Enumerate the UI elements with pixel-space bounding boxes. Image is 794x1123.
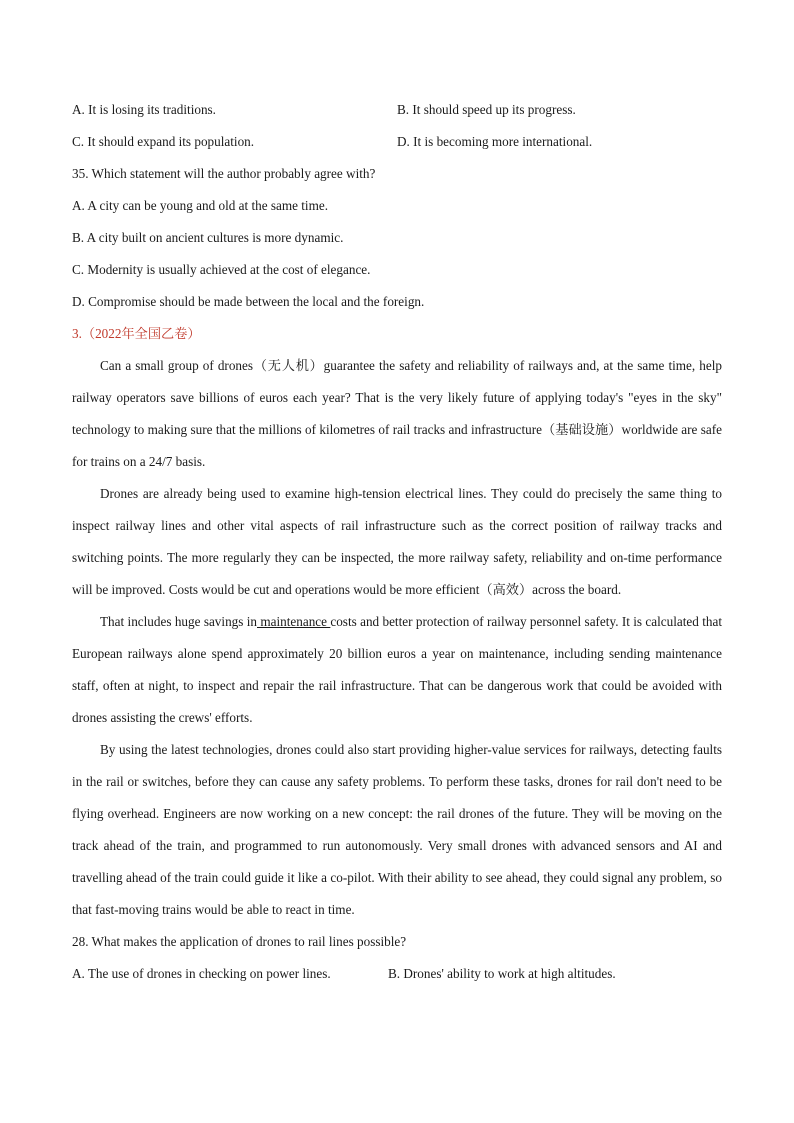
q35-option-a: A. A city can be young and old at the same time.	[72, 198, 328, 213]
q35-option-d: D. Compromise should be made between the local and the foreign.	[72, 294, 425, 309]
q35-option-b: B. A city built on ancient cultures is more dynamic.	[72, 230, 344, 245]
q28-option-b: B. Drones' ability to work at high altitudes.	[388, 966, 616, 981]
q34-option-b: B. It should speed up its progress.	[397, 102, 576, 117]
section-heading: 3.（2022年全国乙卷）	[72, 326, 201, 341]
q34-option-d: D. It is becoming more international.	[397, 134, 593, 149]
q34-options-row-1	[72, 94, 722, 126]
passage-paragraph-3	[72, 606, 722, 734]
document-page	[72, 94, 722, 990]
q28-option-a: A. The use of drones in checking on power lines.	[72, 966, 331, 981]
p3-text-before: That includes huge savings in	[100, 614, 257, 629]
passage-paragraph-2: Drones are already being used to examine high-tension electrical lines. They could do precisely the same thing to inspect railway lines and other vital aspects of rail infrastructure such as the correct position of railway tracks and switching points. The more regularly they can be inspected, the more railway safety, reliability and on-time performance will be improved. Costs would be cut and operations would be more efficient（高效）across the board.	[72, 486, 722, 597]
underlined-word-maintenance: maintenance	[257, 614, 331, 629]
q35-stem: 35. Which statement will the author probably agree with?	[72, 166, 376, 181]
q28-options-row-1	[72, 958, 722, 990]
passage	[72, 350, 722, 926]
passage-paragraph-1: Can a small group of drones（无人机）guarantee the safety and reliability of railways and, at the same time, help railway operators save billions of euros each year? That is the very likely future of applying today's "eyes in the sky" technology to making sure that the millions of kilometres of rail tracks and infrastructure（基础设施）worldwide are safe for trains on a 24/7 basis.	[72, 358, 722, 469]
q35-option-c: C. Modernity is usually achieved at the cost of elegance.	[72, 262, 371, 277]
q34-options-row-2	[72, 126, 722, 158]
q28-stem: 28. What makes the application of drones to rail lines possible?	[72, 934, 407, 949]
q34-option-c: C. It should expand its population.	[72, 134, 255, 149]
passage-paragraph-4: By using the latest technologies, drones could also start providing higher-value services for railways, detecting faults in the rail or switches, before they can cause any safety problems. To perform these tasks, drones for rail don't need to be flying overhead. Engineers are now working on a new concept: the rail drones of the future. They will be moving on the track ahead of the train, and programmed to run autonomously. Very small drones with advanced sensors and AI and travelling ahead of the train could guide it like a co-pilot. With their ability to see ahead, they could signal any problem, so that fast-moving trains would be able to react in time.	[72, 742, 722, 917]
q34-option-a: A. It is losing its traditions.	[72, 102, 216, 117]
p3-text-after: costs and better protection of railway personnel safety. It is calculated that European railways alone spend approximately 20 billion euros a year on maintenance, including sending maintenance staff, often at night, to inspect and repair the rail infrastructure. That can be dangerous work that could be avoided with drones assisting the crews' efforts.	[72, 614, 722, 725]
